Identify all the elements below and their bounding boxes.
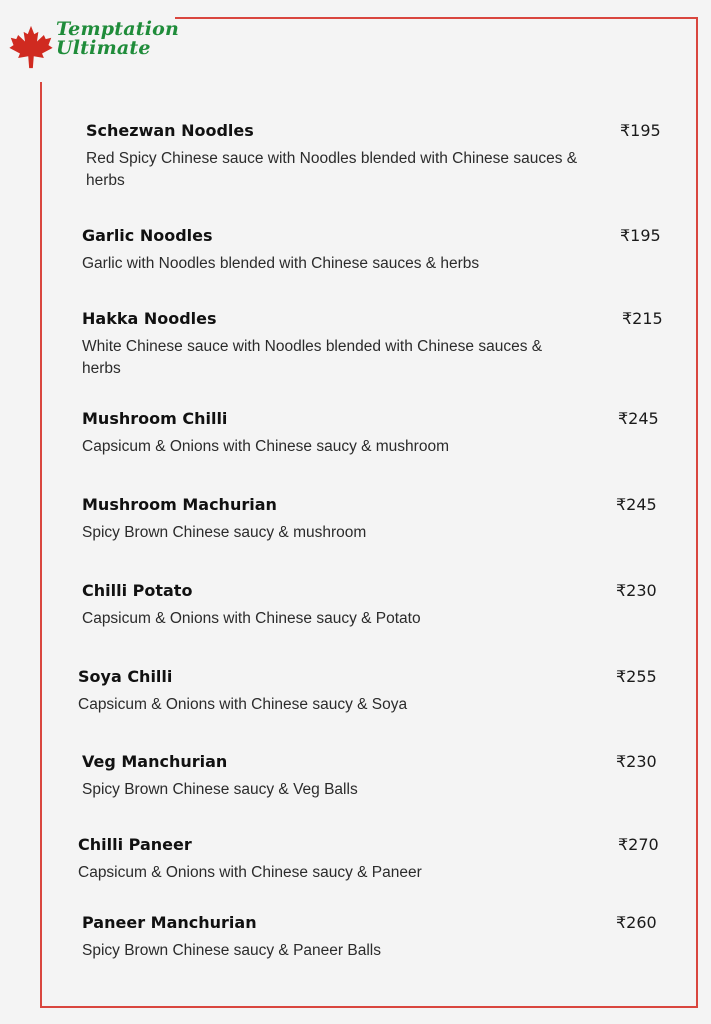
frame-bottom-line bbox=[40, 1006, 698, 1008]
menu-item-name: Chilli Potato bbox=[82, 581, 193, 600]
menu-item-name: Chilli Paneer bbox=[78, 835, 192, 854]
menu-item-price: ₹260 bbox=[616, 913, 657, 932]
menu-item bbox=[82, 494, 672, 544]
menu-item-name: Mushroom Chilli bbox=[82, 409, 228, 428]
menu-item-name: Garlic Noodles bbox=[82, 226, 213, 245]
frame-top-line bbox=[175, 17, 698, 19]
menu-item-price: ₹230 bbox=[616, 581, 657, 600]
menu-item-description: Spicy Brown Chinese saucy & Veg Balls bbox=[82, 781, 358, 798]
menu-item-name: Veg Manchurian bbox=[82, 752, 228, 771]
brand-line-2: Ultimate bbox=[56, 37, 151, 59]
frame-right-line bbox=[696, 17, 698, 1008]
menu-item bbox=[82, 308, 672, 380]
brand-wordmark bbox=[56, 20, 179, 58]
menu-item-description: Capsicum & Onions with Chinese saucy & Potato bbox=[82, 610, 421, 627]
menu-item-name: Paneer Manchurian bbox=[82, 913, 257, 932]
menu-item-name: Mushroom Machurian bbox=[82, 495, 277, 514]
menu-item-price: ₹195 bbox=[620, 226, 661, 245]
menu-item-price: ₹245 bbox=[618, 409, 659, 428]
menu-item bbox=[82, 751, 672, 801]
menu-item-description: Red Spicy Chinese sauce with Noodles blended with Chinese sauces & herbs bbox=[86, 150, 578, 189]
menu-item-price: ₹270 bbox=[618, 835, 659, 854]
menu-item-price: ₹230 bbox=[616, 752, 657, 771]
menu-item-price: ₹215 bbox=[622, 309, 663, 328]
menu-item-name: Soya Chilli bbox=[78, 667, 173, 686]
menu-item-name: Hakka Noodles bbox=[82, 309, 217, 328]
menu-item-price: ₹255 bbox=[616, 667, 657, 686]
menu-item bbox=[78, 666, 668, 716]
menu-item-price: ₹245 bbox=[616, 495, 657, 514]
menu-item-description: Capsicum & Onions with Chinese saucy & Paneer bbox=[78, 864, 422, 881]
menu-item bbox=[82, 225, 672, 275]
menu-item-description: Spicy Brown Chinese saucy & mushroom bbox=[82, 524, 367, 541]
menu-item bbox=[82, 408, 672, 458]
brand-logo bbox=[8, 18, 193, 70]
menu-item-price: ₹195 bbox=[620, 121, 661, 140]
menu-item-name: Schezwan Noodles bbox=[86, 121, 254, 140]
maple-leaf-icon bbox=[8, 24, 54, 70]
brand-line-1: Temptation bbox=[56, 18, 180, 40]
menu-item bbox=[78, 834, 668, 884]
menu-item-description: Capsicum & Onions with Chinese saucy & mushroom bbox=[82, 438, 449, 455]
menu-item bbox=[82, 580, 672, 630]
menu-item-description: Garlic with Noodles blended with Chinese sauces & herbs bbox=[82, 255, 480, 272]
menu-item-description: Spicy Brown Chinese saucy & Paneer Balls bbox=[82, 942, 381, 959]
frame-left-line bbox=[40, 82, 42, 1008]
menu-item-description: White Chinese sauce with Noodles blended with Chinese sauces & herbs bbox=[82, 338, 543, 377]
menu-item bbox=[82, 912, 672, 962]
menu-item bbox=[86, 120, 676, 192]
menu-item-description: Capsicum & Onions with Chinese saucy & Soya bbox=[78, 696, 408, 713]
